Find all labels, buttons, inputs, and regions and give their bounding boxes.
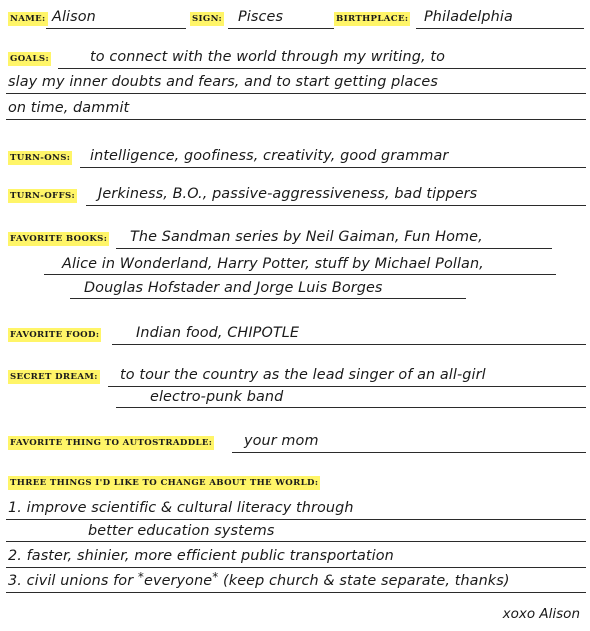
change-world-label: THREE THINGS I'D LIKE TO CHANGE ABOUT THE WORLD: <box>10 478 319 488</box>
turn-ons-line <box>80 167 586 168</box>
dream-underline-2 <box>116 407 586 408</box>
goals-underline-2 <box>6 93 586 94</box>
favorite-thing-line <box>232 452 586 453</box>
goals-line-1: to connect with the world through my writing, to <box>90 49 445 65</box>
turn-offs-value: Jerkiness, B.O., passive-aggressiveness, bad tippers <box>98 186 478 202</box>
sign-value: Pisces <box>238 9 284 25</box>
change-underline-2 <box>6 541 586 542</box>
change-item-1-line-2: better education systems <box>88 523 275 539</box>
favorite-thing-value: your mom <box>244 433 319 449</box>
change-item-2: 2. faster, shinier, more efficient public transportation <box>8 548 394 564</box>
goals-underline-1 <box>58 68 586 69</box>
dream-line-1: to tour the country as the lead singer of an all-girl <box>120 367 486 383</box>
books-line-2: Alice in Wonderland, Harry Potter, stuff by Michael Pollan, <box>62 256 484 272</box>
favorite-books-label: FAVORITE BOOKS: <box>10 234 108 244</box>
change-underline-1 <box>6 519 586 520</box>
goals-line-2: slay my inner doubts and fears, and to start getting places <box>8 74 438 90</box>
change-underline-3 <box>6 567 586 568</box>
change-item-3-word: everyone <box>144 573 213 589</box>
favorite-food-label: FAVORITE FOOD: <box>10 330 100 340</box>
sign-line <box>228 28 334 29</box>
turn-ons-label: TURN-ONS: <box>10 153 71 163</box>
birthplace-value: Philadelphia <box>424 9 513 25</box>
books-underline-1 <box>116 248 552 249</box>
change-item-3-start: 3. civil unions for <box>8 573 138 589</box>
sign-label: SIGN: <box>192 14 223 24</box>
birthplace-label: BIRTHPLACE: <box>336 14 409 24</box>
star-icon: * <box>137 570 145 584</box>
favorite-food-value: Indian food, CHIPOTLE <box>136 325 300 341</box>
change-item-3-end: (keep church & state separate, thanks) <box>218 573 510 589</box>
star-icon: * <box>212 570 219 584</box>
name-line <box>46 28 186 29</box>
secret-dream-label: SECRET DREAM: <box>10 372 98 382</box>
favorite-food-line <box>112 344 586 345</box>
change-item-1-line-1: 1. improve scientific & cultural literacy through <box>8 500 354 516</box>
signoff: xoxo Alison <box>502 606 580 622</box>
change-item-3 <box>8 572 510 590</box>
change-underline-4 <box>6 592 586 593</box>
turn-ons-value: intelligence, goofiness, creativity, good grammar <box>90 148 449 164</box>
books-line-1: The Sandman series by Neil Gaiman, Fun Home, <box>130 229 483 245</box>
name-label: NAME: <box>10 14 46 24</box>
turn-offs-line <box>86 205 586 206</box>
name-value: Alison <box>52 9 96 25</box>
favorite-thing-label: FAVORITE THING TO AUTOSTRADDLE: <box>10 438 213 448</box>
goals-label: GOALS: <box>10 54 50 64</box>
dream-line-2: electro-punk band <box>150 389 284 405</box>
books-underline-2 <box>44 274 556 275</box>
books-line-3: Douglas Hofstader and Jorge Luis Borges <box>84 280 383 296</box>
birthplace-line <box>416 28 584 29</box>
books-underline-3 <box>70 298 466 299</box>
dream-underline-1 <box>108 386 586 387</box>
goals-underline-3 <box>6 119 586 120</box>
turn-offs-label: TURN-OFFS: <box>10 191 76 201</box>
goals-line-3: on time, dammit <box>8 100 130 116</box>
